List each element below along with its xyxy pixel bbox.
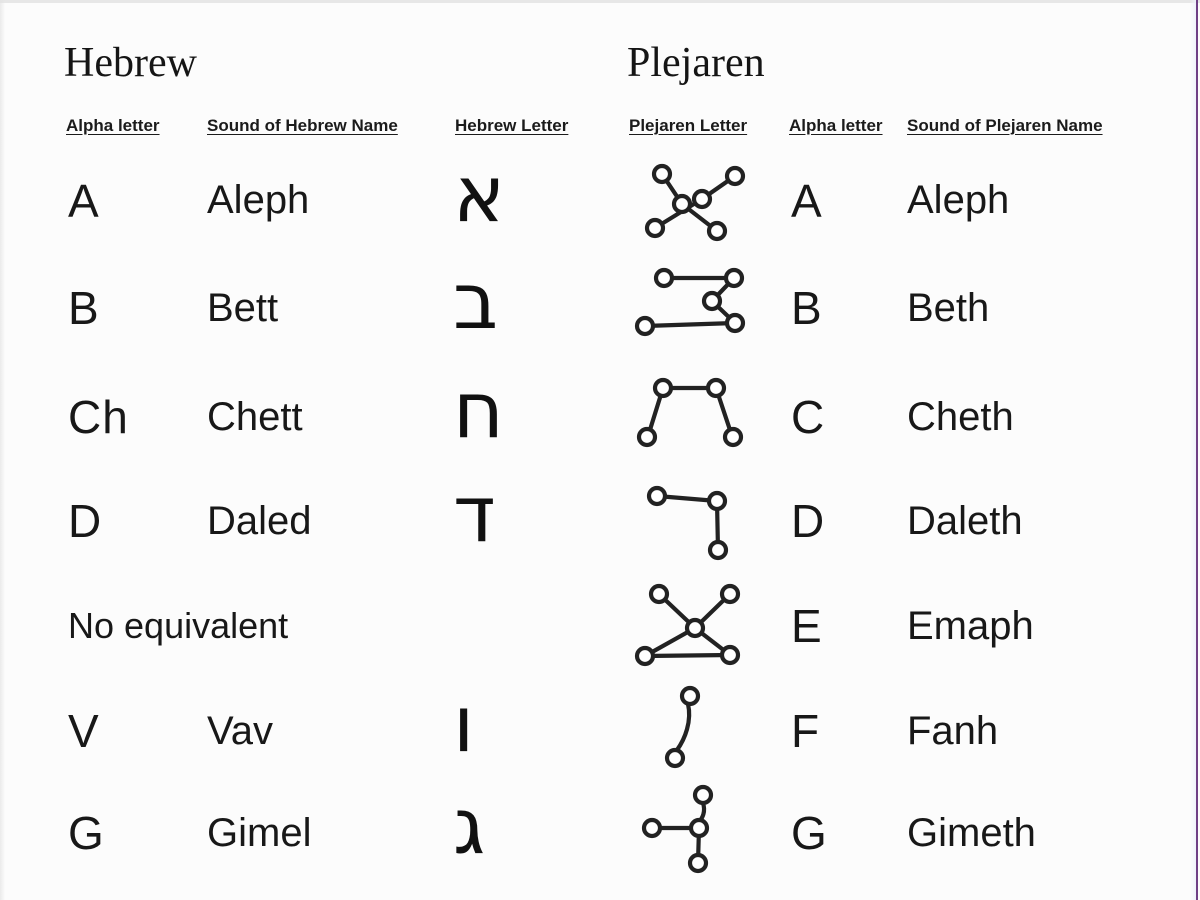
plejaren-alpha-letter: A (791, 174, 823, 227)
plejaren-section-title: Plejaren (627, 40, 765, 86)
hebrew-letter: ו (453, 680, 475, 770)
header-sound-of-hebrew-name: Sound of Hebrew Name (207, 116, 398, 135)
daleth-glyph (627, 471, 787, 571)
table-row (64, 148, 1150, 253)
hebrew-section-title: Hebrew (64, 40, 197, 86)
beth-glyph (627, 258, 787, 358)
hebrew-alpha-letter: G (68, 807, 105, 859)
table-row (64, 681, 1150, 781)
hebrew-sound-name: Gimel (207, 810, 312, 855)
left-edge-shadow (0, 0, 5, 900)
plejaren-alpha-letter: B (791, 282, 823, 334)
table-row (64, 571, 1150, 681)
plejaren-alpha-letter: E (791, 600, 823, 652)
alphabet-comparison-table (64, 148, 1150, 885)
hebrew-sound-name: Chett (207, 394, 303, 439)
hebrew-sound-name: Aleph (207, 178, 310, 222)
table-row (64, 363, 1150, 471)
header-alpha-letter-hebrew: Alpha letter (66, 116, 160, 135)
hebrew-sound-name (205, 604, 207, 648)
plejaren-alpha-letter: C (791, 391, 826, 443)
hebrew-alpha-letter: V (68, 705, 100, 757)
hebrew-alpha-letter: No equivalent (68, 605, 289, 646)
emaph-glyph (627, 576, 787, 676)
hebrew-sound-name: Vav (207, 708, 273, 753)
hebrew-letter: ח (453, 366, 504, 456)
plejaren-sound-name: Gimeth (907, 810, 1036, 855)
hebrew-alpha-letter: A (68, 174, 100, 227)
plejaren-sound-name: Beth (907, 285, 990, 330)
hebrew-alpha-letter: D (68, 495, 103, 547)
table-row (64, 471, 1150, 571)
header-plejaren-letter: Plejaren Letter (629, 116, 748, 135)
plejaren-sound-name: Cheth (907, 394, 1014, 439)
plejaren-sound-name: Aleph (907, 178, 1010, 222)
plejaren-sound-name: Emaph (907, 603, 1034, 648)
hebrew-letter: ג (453, 782, 486, 872)
hebrew-alpha-letter: Ch (68, 391, 129, 443)
cheth-glyph (627, 367, 787, 467)
hebrew-letter: ד (453, 470, 496, 560)
plejaren-alpha-letter: D (791, 495, 826, 547)
table-row (64, 253, 1150, 363)
plejaren-alpha-letter: G (791, 807, 828, 859)
hebrew-letter: ב (453, 257, 499, 347)
hebrew-letter: א (453, 149, 506, 240)
top-edge-shadow (0, 0, 1200, 3)
gimeth-glyph (627, 783, 787, 883)
header-sound-of-plejaren-name: Sound of Plejaren Name (907, 116, 1103, 135)
table-row (64, 781, 1150, 885)
aleph-glyph (627, 151, 787, 251)
plejaren-alpha-letter: F (791, 705, 821, 757)
hebrew-sound-name: Daled (207, 498, 312, 543)
header-alpha-letter-plejaren: Alpha letter (789, 116, 883, 135)
plejaren-sound-name: Fanh (907, 708, 999, 753)
header-hebrew-letter: Hebrew Letter (455, 116, 569, 135)
plejaren-sound-name: Daleth (907, 498, 1023, 543)
column-headers (64, 116, 1150, 136)
hebrew-alpha-letter: B (68, 282, 100, 334)
fanh-glyph (627, 681, 787, 781)
hebrew-sound-name: Bett (207, 285, 279, 330)
right-edge-line (1196, 0, 1198, 900)
